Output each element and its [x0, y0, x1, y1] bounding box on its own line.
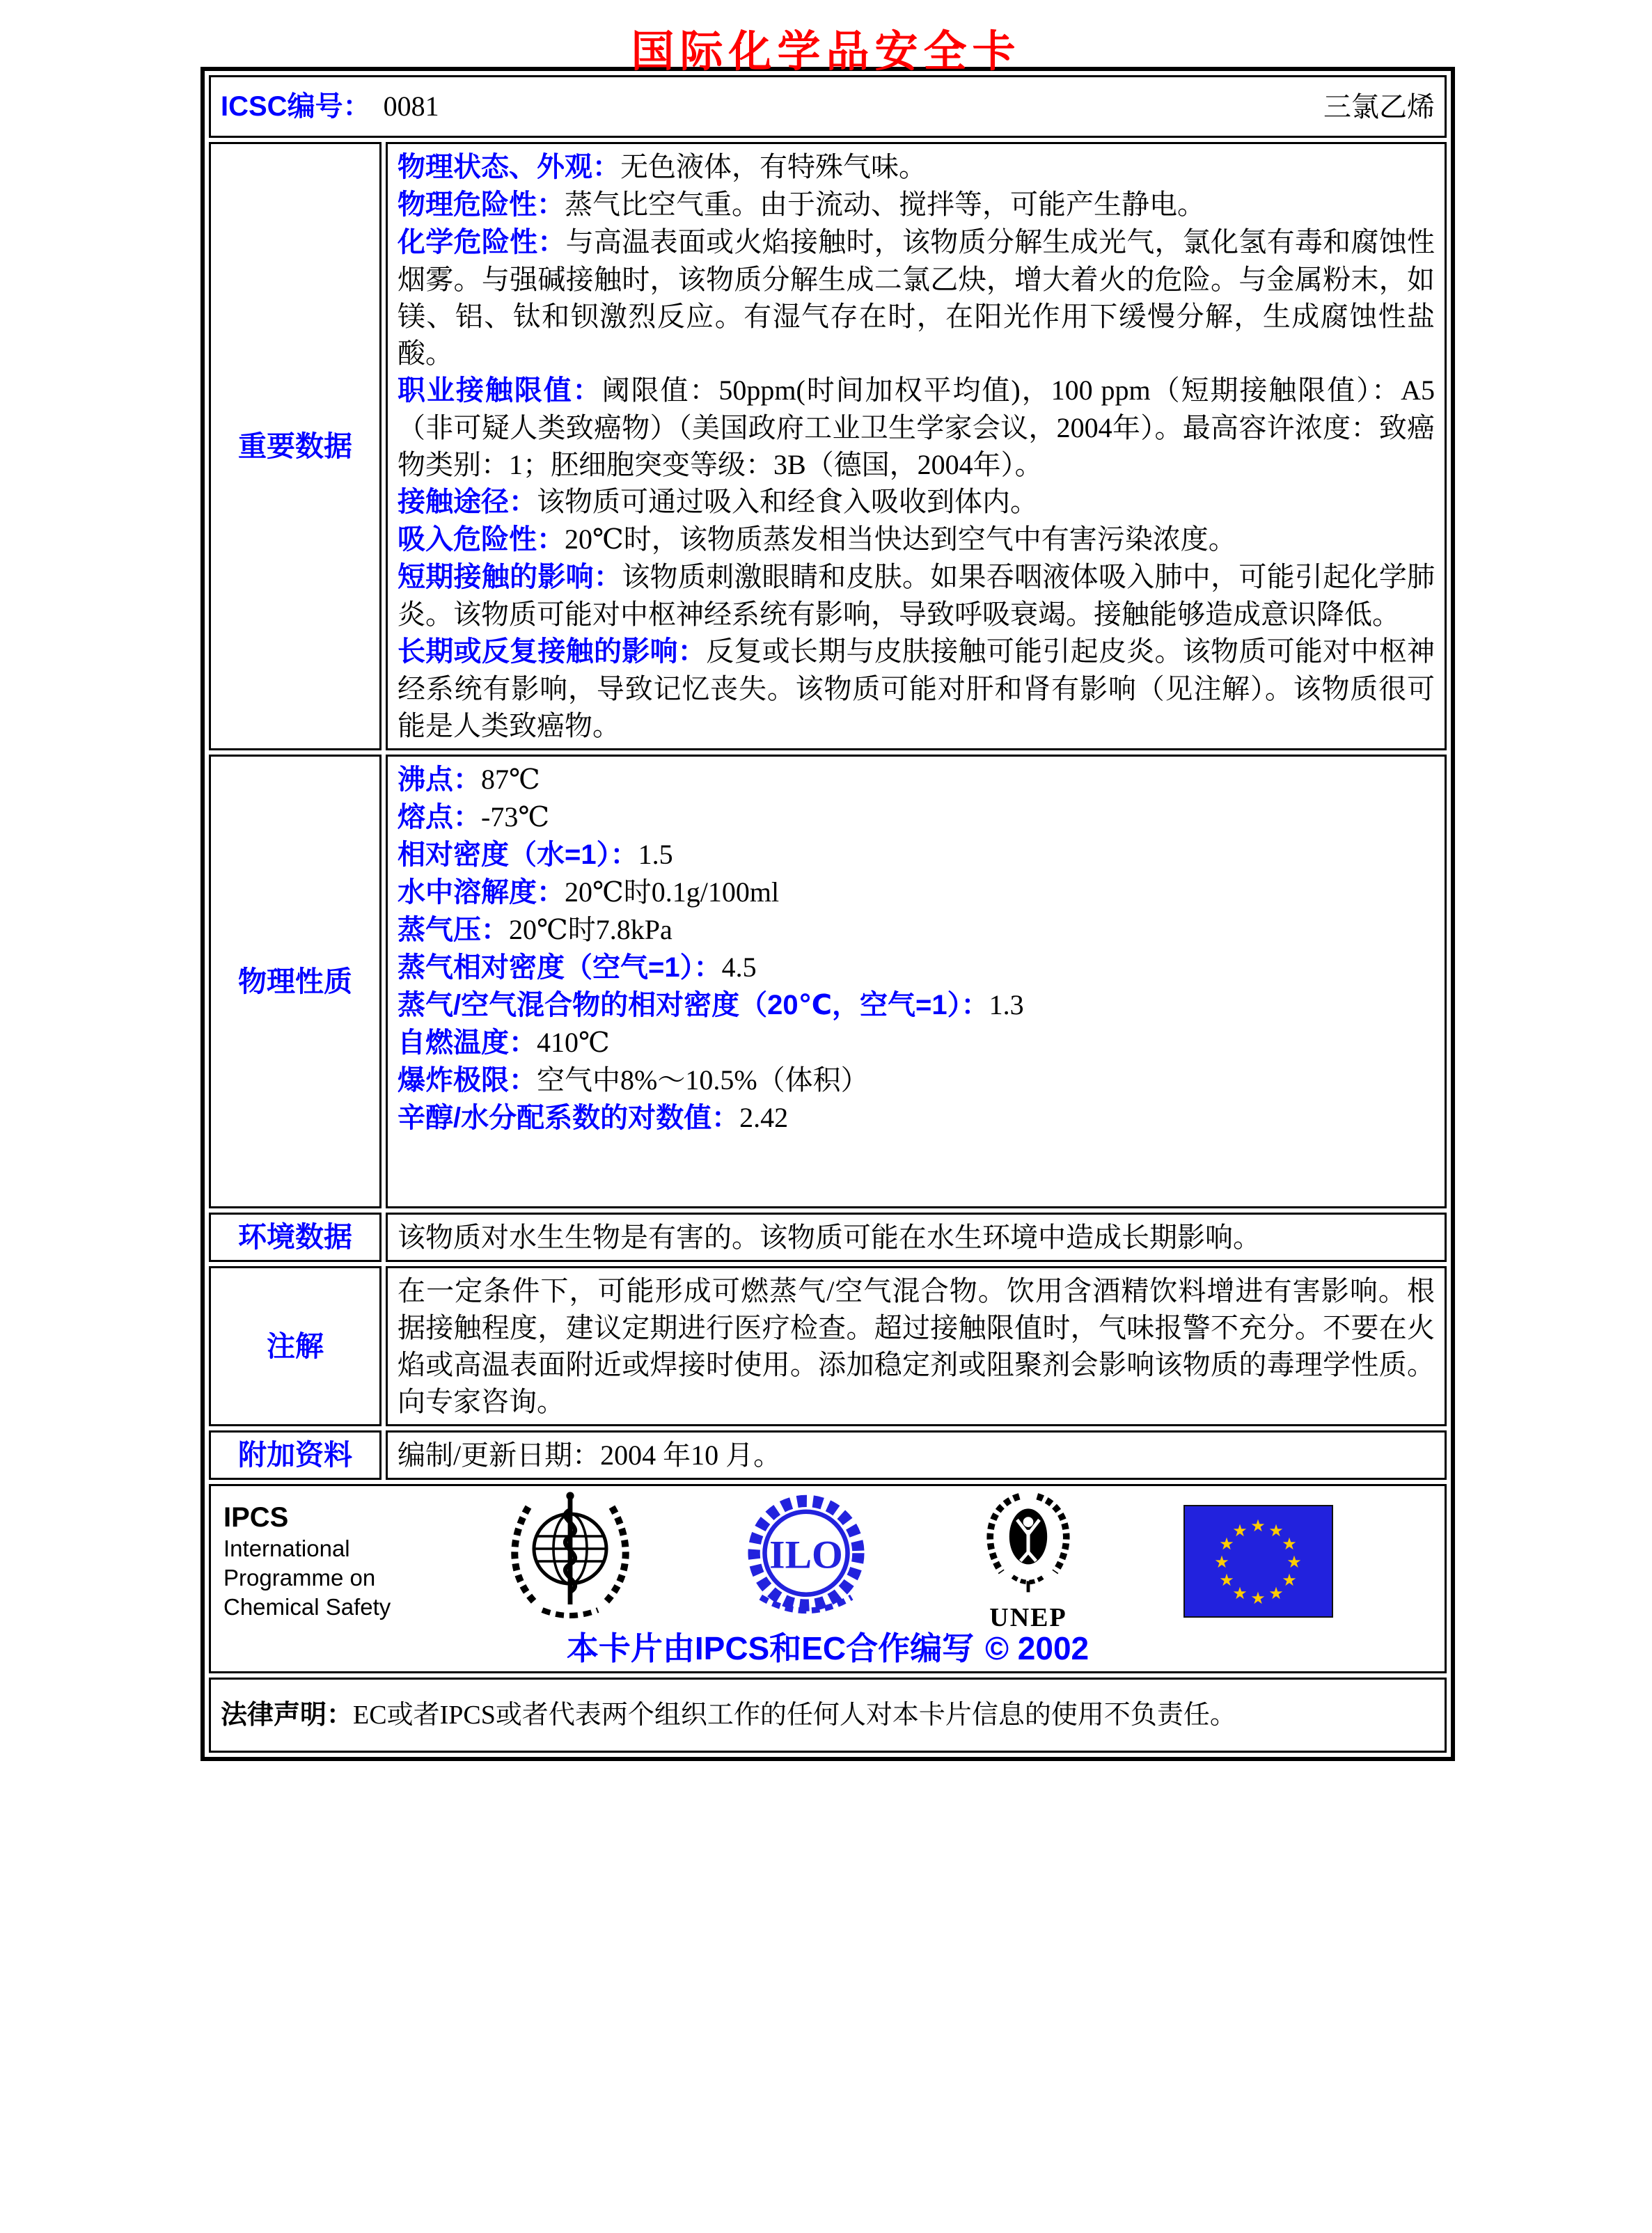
important-data-item: [398, 558, 1435, 633]
item-text: 空气中8%～10.5%（体积）: [537, 1064, 869, 1096]
section-label-physical-properties: 物理性质: [209, 755, 381, 1208]
eu-star-icon: [1282, 1572, 1297, 1588]
notes-content: 在一定条件下，可能形成可燃蒸气/空气混合物。饮用含酒精饮料增进有害影响。根据接触程度，建议定期进行医疗检查。超过接触限值时，气味报警不充分。不要在火焰或高温表面附近或焊接时使用。添加稳定剂或阻聚剂会影响该物质的毒理学性质。向专家咨询。: [386, 1266, 1447, 1426]
section-label-additional-info: 附加资料: [209, 1430, 381, 1480]
eu-star-icon: [1232, 1585, 1248, 1602]
copyright-text: © 2002: [985, 1630, 1089, 1666]
item-text: 4.5: [721, 952, 757, 983]
physical-property-item: [398, 1062, 1435, 1099]
eu-flag-icon: [1183, 1505, 1333, 1618]
item-text: 反复或长期与皮肤接触可能引起皮炎。该物质可能对中枢神经系统有影响，导致记忆丧失。该物质可能对肝和肾有影响（见注解）。该物质很可能是人类致癌物。: [398, 636, 1435, 741]
important-data-item: [398, 633, 1435, 744]
eu-star-icon: [1287, 1554, 1302, 1570]
item-label: 接触途径：: [398, 487, 537, 517]
environmental-data-row: [209, 1213, 1447, 1262]
physical-property-item: [398, 911, 1435, 949]
eu-star-icon: [1219, 1572, 1234, 1588]
icsc-card-table: [200, 67, 1455, 1761]
item-label: 物理状态、外观：: [398, 152, 620, 182]
item-text: 该物质可通过吸入和经食入吸收到体内。: [537, 486, 1038, 517]
item-label: 蒸气/空气混合物的相对密度（20℃，空气=1）：: [398, 990, 989, 1020]
icsc-number-label: ICSC编号：: [221, 91, 371, 122]
notes-row: [209, 1266, 1447, 1426]
legal-notice-row: [209, 1678, 1447, 1753]
item-label: 职业接触限值：: [398, 375, 602, 406]
svg-text:ILO: ILO: [769, 1532, 843, 1577]
physical-property-item: [398, 836, 1435, 874]
item-label: 辛醇/水分配系数的对数值：: [398, 1103, 740, 1133]
icsc-number-value: 0081: [383, 90, 439, 122]
additional-info-content: 编制/更新日期：2004 年10 月。: [386, 1430, 1447, 1480]
additional-info-row: [209, 1430, 1447, 1480]
eu-star-icon: [1250, 1590, 1266, 1607]
item-text: 与高温表面或火焰接触时，该物质分解生成光气，氯化氢有毒和腐蚀性烟雾。与强碱接触时，该物质分解生成二氯乙炔，增大着火的危险。与金属粉末，如镁、铝、钛和钡激烈反应。有湿气存在时，在阳光作用下缓慢分解，生成腐蚀性盐酸。: [398, 226, 1435, 369]
important-data-content: [386, 142, 1447, 750]
item-text: 20℃时7.8kPa: [509, 914, 672, 945]
ipcs-line: Programme on: [223, 1565, 376, 1591]
eu-star-icon: [1268, 1585, 1284, 1602]
physical-property-item: [398, 798, 1435, 836]
physical-property-item: [398, 949, 1435, 986]
physical-property-item: [398, 986, 1435, 1024]
item-text: 1.5: [638, 839, 673, 870]
section-label-environmental-data: 环境数据: [209, 1213, 381, 1262]
ipcs-line: International: [223, 1536, 350, 1561]
footer-caption: [211, 1630, 1445, 1667]
item-label: 化学危险性：: [398, 227, 566, 258]
item-text: 阈限值：50ppm(时间加权平均值)，100 ppm（短期接触限值）：A5（非可疑人类致癌物）（美国政府工业卫生学家会议，2004年）。最高容许浓度：致癌物类别：1；胚细胞突变等级：3B（德国，2004年）。: [398, 374, 1435, 480]
item-label: 自燃温度：: [398, 1027, 537, 1058]
unep-logo-icon: [973, 1492, 1084, 1604]
item-label: 沸点：: [398, 764, 481, 795]
item-label: 短期接触的影响：: [398, 562, 622, 592]
item-label: 蒸气相对密度（空气=1）：: [398, 952, 722, 983]
item-text: 蒸气比空气重。由于流动、搅拌等，可能产生静电。: [565, 189, 1205, 220]
important-data-item: [398, 186, 1435, 223]
item-label: 长期或反复接触的影响：: [398, 636, 707, 667]
legal-notice-cell: [209, 1678, 1447, 1753]
item-text: 1.3: [989, 989, 1024, 1020]
ipcs-text-block: [223, 1501, 401, 1622]
section-label-important-data: 重要数据: [209, 142, 381, 750]
item-text: 该物质刺激眼睛和皮肤。如果吞咽液体吸入肺中，可能引起化学肺炎。该物质可能对中枢神经系统有影响，导致呼吸衰竭。接触能够造成意识降低。: [398, 561, 1435, 630]
physical-property-item: [398, 1024, 1435, 1062]
who-logo-icon: [501, 1488, 640, 1636]
logos-cell: [209, 1484, 1447, 1673]
item-text: 2.42: [739, 1102, 789, 1133]
item-text: 20℃时，该物质蒸发相当快达到空气中有害污染浓度。: [565, 523, 1236, 555]
unep-label: UNEP: [989, 1602, 1067, 1632]
item-label: 水中溶解度：: [398, 877, 565, 908]
item-text: 20℃时0.1g/100ml: [565, 876, 780, 908]
important-data-item: [398, 148, 1435, 186]
item-text: 87℃: [481, 764, 540, 795]
chemical-name: 三氯乙烯: [1323, 90, 1435, 123]
ipcs-line: Chemical Safety: [223, 1594, 391, 1620]
item-label: 相对密度（水=1）：: [398, 839, 638, 870]
caption-text: 本卡片由IPCS和EC合作编写: [566, 1630, 975, 1666]
section-label-notes: 注解: [209, 1266, 381, 1426]
environmental-data-content: 该物质对水生生物是有害的。该物质可能在水生环境中造成长期影响。: [386, 1213, 1447, 1262]
physical-properties-row: [209, 755, 1447, 1208]
item-label: 蒸气压：: [398, 915, 509, 945]
legal-notice-label: 法律声明：: [221, 1700, 354, 1730]
page-title: 国际化学品安全卡: [631, 29, 1021, 76]
important-data-item: [398, 483, 1435, 521]
item-label: 吸入危险性：: [398, 524, 565, 555]
ilo-logo-icon: [739, 1490, 873, 1633]
item-text: 410℃: [537, 1027, 610, 1058]
eu-star-icon: [1250, 1517, 1266, 1534]
icsc-number-row: [209, 75, 1447, 138]
item-label: 物理危险性：: [398, 189, 565, 220]
important-data-row: [209, 142, 1447, 750]
item-label: 爆炸极限：: [398, 1065, 537, 1096]
eu-star-icon: [1214, 1554, 1229, 1570]
eu-star-icon: [1232, 1522, 1248, 1539]
item-text: -73℃: [481, 801, 550, 833]
physical-properties-content: [386, 755, 1447, 1208]
item-text: 无色液体，有特殊气味。: [620, 151, 927, 182]
physical-property-item: [398, 874, 1435, 911]
icsc-number-cell: [209, 75, 1447, 138]
physical-property-item: [398, 761, 1435, 798]
unep-logo-block: [973, 1492, 1084, 1632]
legal-notice-text: EC或者IPCS或者代表两个组织工作的任何人对本卡片信息的使用不负责任。: [353, 1700, 1236, 1730]
item-label: 熔点：: [398, 802, 481, 833]
eu-star-icon: [1282, 1536, 1297, 1552]
important-data-item: [398, 223, 1435, 372]
physical-property-item: [398, 1099, 1435, 1137]
important-data-item: [398, 372, 1435, 483]
ipcs-title: IPCS: [223, 1502, 289, 1533]
icsc-number-group: [221, 88, 439, 125]
important-data-item: [398, 521, 1435, 558]
logos-row: [209, 1484, 1447, 1673]
